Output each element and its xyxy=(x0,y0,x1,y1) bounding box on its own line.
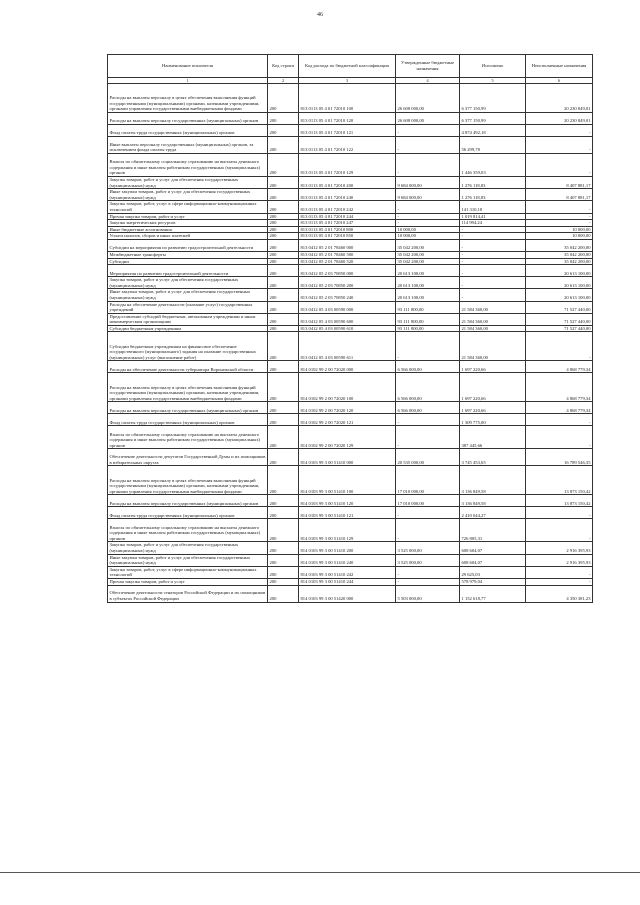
row-line-code: 200 xyxy=(268,313,299,325)
row-approved-amount: 5 503 000,00 xyxy=(396,585,460,602)
table-row xyxy=(108,361,593,373)
row-line-code: 200 xyxy=(268,519,299,542)
table-header-row xyxy=(108,55,593,78)
row-budget-code: 814 0103 99 3 00 51410 200 xyxy=(299,542,396,554)
row-line-code: 200 xyxy=(268,220,299,227)
row-indicator-name: Расходы на выплаты персоналу в целях обеспечения выполнения функций государственными (муниципальными) органами, казенными учреждениями, органами управления государственными внебюджетными фондами xyxy=(108,466,268,495)
row-approved-amount: 6 566 000,00 xyxy=(396,361,460,373)
row-indicator-name: Прочая закупка товаров, работ и услуг xyxy=(108,579,268,586)
row-unexecuted-amount: 2 916 395,93 xyxy=(526,542,593,554)
row-executed-amount: - xyxy=(460,239,526,251)
budget-execution-table-wrapper xyxy=(107,54,592,603)
table-row xyxy=(108,251,593,258)
table-row xyxy=(108,519,593,542)
row-executed-amount: 387 445,66 xyxy=(460,426,526,449)
header-approved: Утвержденные бюджетные назначения xyxy=(396,55,460,78)
row-indicator-name: Взносы по обязательному социальному страхованию на выплаты денежного содержания и иные выплаты работникам государственных (муниципальных) органов xyxy=(108,519,268,542)
row-budget-code: 813 0113 05 4 01 72010 120 xyxy=(299,113,396,125)
row-budget-code: 814 0103 99 3 00 51410 242 xyxy=(299,566,396,578)
row-unexecuted-amount: - xyxy=(526,426,593,449)
row-unexecuted-amount: 35 042 200,00 xyxy=(526,258,593,265)
row-budget-code: 813 0113 05 4 01 72010 850 xyxy=(299,233,396,240)
row-unexecuted-amount: 8 407 881,17 xyxy=(526,177,593,189)
row-budget-code: 813 0412 05 4 03 00590 611 xyxy=(299,332,396,361)
row-line-code: 200 xyxy=(268,507,299,519)
row-line-code: 200 xyxy=(268,373,299,402)
row-approved-amount: 9 684 000,00 xyxy=(396,177,460,189)
row-indicator-name: Обеспечение деятельности сенаторов Российской Федерации и их помощников в субъектах Российской Федерации xyxy=(108,585,268,602)
row-unexecuted-amount: 4 868 779,34 xyxy=(526,402,593,414)
row-approved-amount: 93 111 800,00 xyxy=(396,301,460,313)
row-budget-code: 813 0412 05 2 03 70850 000 xyxy=(299,265,396,277)
row-executed-amount: - xyxy=(460,265,526,277)
row-unexecuted-amount: - xyxy=(526,125,593,137)
row-budget-code: 814 0103 99 3 00 51410 100 xyxy=(299,466,396,495)
row-budget-code: 813 0412 05 4 03 00590 000 xyxy=(299,301,396,313)
row-line-code: 200 xyxy=(268,125,299,137)
row-approved-amount: 20 613 100,00 xyxy=(396,289,460,301)
row-approved-amount: - xyxy=(396,125,460,137)
row-approved-amount: - xyxy=(396,579,460,586)
row-unexecuted-amount: - xyxy=(526,213,593,220)
row-unexecuted-amount: 2 916 395,93 xyxy=(526,554,593,566)
row-approved-amount: 10 000,00 xyxy=(396,233,460,240)
row-budget-code: 813 0113 05 4 01 72010 242 xyxy=(299,201,396,213)
row-line-code: 200 xyxy=(268,466,299,495)
row-unexecuted-amount: - xyxy=(526,566,593,578)
row-unexecuted-amount: - xyxy=(526,201,593,213)
row-line-code: 200 xyxy=(268,113,299,125)
row-approved-amount: 35 042 200,00 xyxy=(396,239,460,251)
table-row xyxy=(108,402,593,414)
row-unexecuted-amount: - xyxy=(526,579,593,586)
row-budget-code: 814 0103 99 3 00 51410 129 xyxy=(299,519,396,542)
row-unexecuted-amount: 4 350 381,23 xyxy=(526,585,593,602)
row-budget-code: 813 0113 05 4 01 72010 121 xyxy=(299,125,396,137)
row-approved-amount: - xyxy=(396,414,460,426)
row-approved-amount: 20 613 100,00 xyxy=(396,265,460,277)
page-bottom-rule xyxy=(0,872,640,873)
row-line-code: 200 xyxy=(268,154,299,177)
table-row xyxy=(108,137,593,154)
row-indicator-name: Расходы на выплаты персоналу государственных (муниципальных) органов xyxy=(108,113,268,125)
row-executed-amount: - xyxy=(460,289,526,301)
table-row xyxy=(108,177,593,189)
row-executed-amount: - xyxy=(460,277,526,289)
row-budget-code: 814 0102 99 2 00 72020 121 xyxy=(299,414,396,426)
row-executed-amount: 1 697 220,66 xyxy=(460,361,526,373)
table-row xyxy=(108,154,593,177)
row-indicator-name: Закупка энергетических ресурсов xyxy=(108,220,268,227)
row-line-code: 200 xyxy=(268,402,299,414)
row-approved-amount: 20 535 000,00 xyxy=(396,449,460,466)
row-line-code: 200 xyxy=(268,301,299,313)
row-budget-code: 813 0412 05 2 03 70850 240 xyxy=(299,289,396,301)
row-line-code: 200 xyxy=(268,213,299,220)
column-number: 4 xyxy=(396,78,460,84)
row-indicator-name: Иные закупки товаров, работ и услуг для обеспечения государственных (муниципальных) нужд xyxy=(108,289,268,301)
row-budget-code: 813 0113 05 4 01 72010 247 xyxy=(299,220,396,227)
row-indicator-name: Расходы на выплаты персоналу государственных (муниципальных) органов xyxy=(108,402,268,414)
row-indicator-name: Расходы на обеспечение деятельности (оказание услуг) государственных учреждений xyxy=(108,301,268,313)
table-row xyxy=(108,426,593,449)
row-unexecuted-amount: 20 230 849,01 xyxy=(526,84,593,113)
header-executed: Исполнено xyxy=(460,55,526,78)
row-budget-code: 814 0102 99 2 00 72020 120 xyxy=(299,402,396,414)
table-row xyxy=(108,332,593,361)
row-indicator-name: Субсидии xyxy=(108,258,268,265)
row-executed-amount: 726 805,31 xyxy=(460,519,526,542)
row-budget-code: 813 0113 05 4 01 72010 122 xyxy=(299,137,396,154)
row-executed-amount: - xyxy=(460,233,526,240)
row-executed-amount: 21 584 360,00 xyxy=(460,325,526,332)
row-line-code: 200 xyxy=(268,226,299,233)
row-budget-code: 814 0103 99 3 00 51410 120 xyxy=(299,495,396,507)
row-approved-amount: 20 613 100,00 xyxy=(396,277,460,289)
column-number: 6 xyxy=(526,78,593,84)
row-indicator-name: Прочая закупка товаров, работ и услуг xyxy=(108,213,268,220)
row-approved-amount: 17 010 000,00 xyxy=(396,466,460,495)
row-line-code: 200 xyxy=(268,585,299,602)
row-approved-amount: 6 566 000,00 xyxy=(396,402,460,414)
row-unexecuted-amount: 13 873 150,42 xyxy=(526,495,593,507)
row-budget-code: 814 0102 99 2 00 72020 100 xyxy=(299,373,396,402)
row-line-code: 200 xyxy=(268,265,299,277)
row-unexecuted-amount: 20 230 849,01 xyxy=(526,113,593,125)
row-line-code: 200 xyxy=(268,414,299,426)
row-line-code: 200 xyxy=(268,566,299,578)
row-approved-amount: 35 042 200,00 xyxy=(396,251,460,258)
row-executed-amount: 1 309 775,00 xyxy=(460,414,526,426)
row-executed-amount: - xyxy=(460,226,526,233)
page-number: 46 xyxy=(317,12,323,18)
table-row xyxy=(108,113,593,125)
row-line-code: 200 xyxy=(268,239,299,251)
row-indicator-name: Иные выплаты персоналу государственных (муниципальных) органов, за исключением фонда оплаты труда xyxy=(108,137,268,154)
table-row xyxy=(108,507,593,519)
row-budget-code: 813 0113 05 4 01 72010 800 xyxy=(299,226,396,233)
row-approved-amount: 93 111 800,00 xyxy=(396,325,460,332)
row-executed-amount: 56 299,78 xyxy=(460,137,526,154)
row-indicator-name: Межбюджетные трансферты xyxy=(108,251,268,258)
row-line-code: 200 xyxy=(268,177,299,189)
row-executed-amount: 114 994,24 xyxy=(460,220,526,227)
row-approved-amount: - xyxy=(396,137,460,154)
row-indicator-name: Иные закупки товаров, работ и услуг для обеспечения государственных (муниципальных) нужд xyxy=(108,189,268,201)
header-indicator-name: Наименование показателя xyxy=(108,55,268,78)
row-approved-amount: - xyxy=(396,332,460,361)
row-unexecuted-amount: 71 527 440,00 xyxy=(526,325,593,332)
row-budget-code: 813 0113 05 4 01 72010 100 xyxy=(299,84,396,113)
row-approved-amount: 26 608 000,00 xyxy=(396,113,460,125)
row-budget-code: 813 0412 05 2 01 78460 000 xyxy=(299,239,396,251)
row-executed-amount: 578 979,04 xyxy=(460,579,526,586)
row-approved-amount: 93 111 800,00 xyxy=(396,313,460,325)
row-budget-code: 814 0103 99 3 00 51410 000 xyxy=(299,449,396,466)
table-row xyxy=(108,233,593,240)
table-row xyxy=(108,373,593,402)
header-line-code: Код строки xyxy=(268,55,299,78)
row-approved-amount: - xyxy=(396,220,460,227)
row-executed-amount: 608 604,07 xyxy=(460,554,526,566)
row-unexecuted-amount: - xyxy=(526,507,593,519)
column-number: 3 xyxy=(299,78,396,84)
table-row xyxy=(108,301,593,313)
table-row xyxy=(108,542,593,554)
row-line-code: 200 xyxy=(268,201,299,213)
row-budget-code: 813 0412 05 2 01 78460 520 xyxy=(299,258,396,265)
table-row xyxy=(108,213,593,220)
row-indicator-name: Уплата налогов, сборов и иных платежей xyxy=(108,233,268,240)
table-body xyxy=(108,84,593,603)
row-unexecuted-amount: 8 407 881,17 xyxy=(526,189,593,201)
row-indicator-name: Закупка товаров, работ и услуг для обеспечения государственных (муниципальных) нужд xyxy=(108,542,268,554)
row-unexecuted-amount: - xyxy=(526,332,593,361)
column-number: 2 xyxy=(268,78,299,84)
row-line-code: 200 xyxy=(268,579,299,586)
row-approved-amount: - xyxy=(396,201,460,213)
row-unexecuted-amount: 20 613 100,00 xyxy=(526,277,593,289)
row-indicator-name: Закупка товаров, работ, услуг в сфере информационно-коммуникационных технологий xyxy=(108,566,268,578)
row-executed-amount: 1 446 359,03 xyxy=(460,154,526,177)
row-executed-amount: 3 136 849,58 xyxy=(460,495,526,507)
row-unexecuted-amount: 35 042 200,00 xyxy=(526,239,593,251)
row-executed-amount: - xyxy=(460,251,526,258)
row-executed-amount: 21 584 360,00 xyxy=(460,332,526,361)
row-executed-amount: 21 584 360,00 xyxy=(460,313,526,325)
table-row xyxy=(108,258,593,265)
row-indicator-name: Иные бюджетные ассигнования xyxy=(108,226,268,233)
row-indicator-name: Мероприятия по развитию градостроительной деятельности xyxy=(108,265,268,277)
table-row xyxy=(108,239,593,251)
row-approved-amount: - xyxy=(396,507,460,519)
table-row xyxy=(108,325,593,332)
row-line-code: 200 xyxy=(268,84,299,113)
row-executed-amount: 6 377 150,99 xyxy=(460,113,526,125)
row-approved-amount: - xyxy=(396,213,460,220)
table-row xyxy=(108,566,593,578)
row-unexecuted-amount: 10 000,00 xyxy=(526,226,593,233)
table-row xyxy=(108,495,593,507)
row-unexecuted-amount: - xyxy=(526,414,593,426)
budget-execution-table xyxy=(107,54,593,603)
row-indicator-name: Фонд оплаты труда государственных (муниципальных) органов xyxy=(108,125,268,137)
row-indicator-name: Взносы по обязательному социальному страхованию на выплаты денежного содержания и иные выплаты работникам государственных (муниципальных) органов xyxy=(108,426,268,449)
table-row xyxy=(108,277,593,289)
row-unexecuted-amount: 35 042 200,00 xyxy=(526,251,593,258)
table-row xyxy=(108,189,593,201)
table-row xyxy=(108,579,593,586)
row-indicator-name: Субсидии на мероприятия по развитию градостроительной деятельности xyxy=(108,239,268,251)
row-indicator-name: Расходы на обеспечение деятельности губернатора Воронежской области xyxy=(108,361,268,373)
row-executed-amount: 4 874 492,18 xyxy=(460,125,526,137)
row-budget-code: 813 0412 05 4 03 00590 610 xyxy=(299,325,396,332)
row-approved-amount: 10 000,00 xyxy=(396,226,460,233)
row-line-code: 200 xyxy=(268,258,299,265)
row-budget-code: 814 0102 99 2 00 72020 000 xyxy=(299,361,396,373)
row-indicator-name: Закупка товаров, работ и услуг для обеспечения государственных (муниципальных) нужд xyxy=(108,177,268,189)
column-number: 1 xyxy=(108,78,268,84)
row-executed-amount: 6 377 150,99 xyxy=(460,84,526,113)
table-row xyxy=(108,585,593,602)
row-budget-code: 813 0113 05 4 01 72010 129 xyxy=(299,154,396,177)
row-unexecuted-amount: 71 527 440,00 xyxy=(526,313,593,325)
row-indicator-name: Фонд оплаты труда государственных (муниципальных) органов xyxy=(108,414,268,426)
row-approved-amount: 35 042 200,00 xyxy=(396,258,460,265)
row-executed-amount: 29 625,03 xyxy=(460,566,526,578)
row-unexecuted-amount: 16 789 546,35 xyxy=(526,449,593,466)
row-unexecuted-amount: - xyxy=(526,220,593,227)
row-unexecuted-amount: - xyxy=(526,519,593,542)
row-unexecuted-amount: 13 873 150,42 xyxy=(526,466,593,495)
header-unexecuted: Неисполненные назначения xyxy=(526,55,593,78)
row-budget-code: 814 0103 99 3 00 51420 000 xyxy=(299,585,396,602)
row-line-code: 200 xyxy=(268,361,299,373)
row-budget-code: 814 0103 99 3 00 51410 244 xyxy=(299,579,396,586)
row-unexecuted-amount: - xyxy=(526,154,593,177)
row-executed-amount: 21 584 360,00 xyxy=(460,301,526,313)
row-line-code: 200 xyxy=(268,189,299,201)
table-row xyxy=(108,466,593,495)
row-budget-code: 813 0113 05 4 01 72010 200 xyxy=(299,177,396,189)
row-indicator-name: Предоставление субсидий бюджетным, автономным учреждениям и иным некоммерческим организациям xyxy=(108,313,268,325)
row-unexecuted-amount: - xyxy=(526,137,593,154)
row-indicator-name: Иные закупки товаров, работ и услуг для обеспечения государственных (муниципальных) нужд xyxy=(108,554,268,566)
row-line-code: 200 xyxy=(268,332,299,361)
table-row xyxy=(108,125,593,137)
row-executed-amount: 1 152 618,77 xyxy=(460,585,526,602)
row-indicator-name: Закупка товаров, работ, услуг в сфере информационно-коммуникационных технологий xyxy=(108,201,268,213)
row-executed-amount: 3 136 849,58 xyxy=(460,466,526,495)
row-indicator-name: Субсидии бюджетным учреждениям на финансовое обеспечение государственного (муниципального) задания на оказание государственных (муниципальных) услуг (выполнение работ) xyxy=(108,332,268,361)
row-approved-amount: - xyxy=(396,519,460,542)
row-approved-amount: - xyxy=(396,566,460,578)
row-indicator-name: Обеспечение деятельности депутатов Государственной Думы и их помощников в избирательных округах xyxy=(108,449,268,466)
row-approved-amount: 26 608 000,00 xyxy=(396,84,460,113)
row-line-code: 200 xyxy=(268,233,299,240)
table-row xyxy=(108,226,593,233)
row-line-code: 200 xyxy=(268,554,299,566)
row-line-code: 200 xyxy=(268,426,299,449)
row-budget-code: 813 0113 05 4 01 72010 240 xyxy=(299,189,396,201)
table-row xyxy=(108,554,593,566)
row-executed-amount: 1 276 118,83 xyxy=(460,189,526,201)
row-line-code: 200 xyxy=(268,289,299,301)
row-budget-code: 814 0102 99 2 00 72020 129 xyxy=(299,426,396,449)
row-executed-amount: 1 697 220,66 xyxy=(460,402,526,414)
row-budget-code: 814 0103 99 3 00 51410 121 xyxy=(299,507,396,519)
row-approved-amount: 3 525 000,00 xyxy=(396,542,460,554)
table-row xyxy=(108,414,593,426)
row-unexecuted-amount: 10 000,00 xyxy=(526,233,593,240)
row-approved-amount: 9 684 000,00 xyxy=(396,189,460,201)
row-unexecuted-amount: 4 868 779,34 xyxy=(526,361,593,373)
row-budget-code: 813 0412 05 2 03 70850 200 xyxy=(299,277,396,289)
row-unexecuted-amount: 20 613 100,00 xyxy=(526,265,593,277)
row-indicator-name: Фонд оплаты труда государственных (муниципальных) органов xyxy=(108,507,268,519)
row-approved-amount: 17 010 000,00 xyxy=(396,495,460,507)
row-budget-code: 813 0113 05 4 01 72010 244 xyxy=(299,213,396,220)
row-line-code: 200 xyxy=(268,277,299,289)
row-executed-amount: 3 745 453,65 xyxy=(460,449,526,466)
row-executed-amount: - xyxy=(460,258,526,265)
row-executed-amount: 2 410 044,27 xyxy=(460,507,526,519)
row-executed-amount: 608 604,07 xyxy=(460,542,526,554)
table-row xyxy=(108,201,593,213)
header-budget-classification-code: Код расхода по бюджетной классификации xyxy=(299,55,396,78)
row-indicator-name: Субсидии бюджетным учреждениям xyxy=(108,325,268,332)
row-approved-amount: 6 566 000,00 xyxy=(396,373,460,402)
row-indicator-name: Расходы на выплаты персоналу государственных (муниципальных) органов xyxy=(108,495,268,507)
row-executed-amount: 1 697 220,66 xyxy=(460,373,526,402)
row-indicator-name: Расходы на выплаты персоналу в целях обеспечения выполнения функций государственными (муниципальными) органами, казенными учреждениями, органами управления государственными внебюджетными фондами xyxy=(108,84,268,113)
row-executed-amount: 1 276 118,83 xyxy=(460,177,526,189)
row-indicator-name: Закупка товаров, работ и услуг для обеспечения государственных (муниципальных) нужд xyxy=(108,277,268,289)
table-row xyxy=(108,84,593,113)
row-unexecuted-amount: 71 527 440,00 xyxy=(526,301,593,313)
table-row xyxy=(108,265,593,277)
row-budget-code: 813 0412 05 2 01 78460 500 xyxy=(299,251,396,258)
row-budget-code: 814 0103 99 3 00 51410 240 xyxy=(299,554,396,566)
column-number: 5 xyxy=(460,78,526,84)
row-approved-amount: - xyxy=(396,154,460,177)
row-budget-code: 813 0412 05 4 03 00590 600 xyxy=(299,313,396,325)
row-line-code: 200 xyxy=(268,137,299,154)
row-indicator-name: Взносы по обязательному социальному страхованию на выплаты денежного содержания и иные выплаты работникам государственных (муниципальных) органов xyxy=(108,154,268,177)
row-line-code: 200 xyxy=(268,542,299,554)
table-row xyxy=(108,449,593,466)
table-row xyxy=(108,313,593,325)
row-unexecuted-amount: 20 613 100,00 xyxy=(526,289,593,301)
row-executed-amount: 141 310,18 xyxy=(460,201,526,213)
row-unexecuted-amount: 4 868 779,34 xyxy=(526,373,593,402)
table-row xyxy=(108,289,593,301)
row-line-code: 200 xyxy=(268,251,299,258)
row-approved-amount: 3 525 000,00 xyxy=(396,554,460,566)
row-line-code: 200 xyxy=(268,495,299,507)
table-row xyxy=(108,220,593,227)
row-indicator-name: Расходы на выплаты персоналу в целях обеспечения выполнения функций государственными (муниципальными) органами, казенными учреждениями, органами управления государственными внебюджетными фондами xyxy=(108,373,268,402)
row-executed-amount: 1 019 814,41 xyxy=(460,213,526,220)
row-line-code: 200 xyxy=(268,325,299,332)
row-line-code: 200 xyxy=(268,449,299,466)
row-approved-amount: - xyxy=(396,426,460,449)
